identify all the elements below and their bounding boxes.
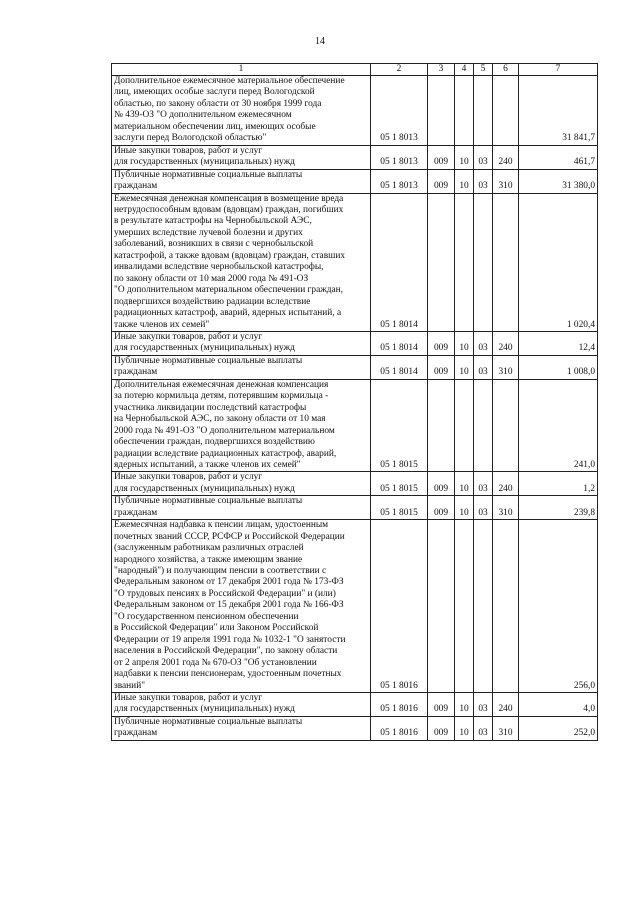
row-amount: 31 380,0 bbox=[519, 169, 598, 193]
row-amount: 252,0 bbox=[519, 716, 598, 740]
row-grbs: 009 bbox=[428, 331, 455, 355]
col-header-5: 5 bbox=[474, 64, 493, 76]
row-name: Публичные нормативные социальные выплаты гражданам bbox=[112, 496, 371, 520]
row-amount: 1,2 bbox=[519, 472, 598, 496]
table-row bbox=[112, 472, 598, 496]
row-amount: 31 841,7 bbox=[519, 76, 598, 146]
row-name: Иные закупки товаров, работ и услуг для государственных (муниципальных) нужд bbox=[112, 145, 371, 169]
page-number: 14 bbox=[315, 36, 325, 47]
table-row bbox=[112, 716, 598, 740]
row-section: 10 bbox=[455, 331, 474, 355]
row-subsection bbox=[474, 379, 493, 472]
row-subsection: 03 bbox=[474, 145, 493, 169]
row-name: Ежемесячная денежная компенсация в возмещение вреда нетрудоспособным вдовам (вдовцам) граждан, погибших в результате катастрофы на Чернобыльской АЭС, умерших вследствие лучевой болезни и других заболеваний, возникших в связи с чернобыльской катастрофой, а также вдовам (вдовцам) граждан, ставших инвалидами вследствие чернобыльской катастрофы, по закону области от 10 мая 2000 года № 491-ОЗ "О дополнительном материальном обеспечении граждан, подвергшихся воздействию радиации вследствие радиационных катастроф, аварий, ядерных испытаний, а также членов их семей" bbox=[112, 193, 371, 331]
row-amount: 256,0 bbox=[519, 520, 598, 693]
row-subsection: 03 bbox=[474, 472, 493, 496]
row-expense-type: 240 bbox=[493, 145, 519, 169]
table-row bbox=[112, 169, 598, 193]
table-row bbox=[112, 145, 598, 169]
row-target-code: 05 1 8013 bbox=[371, 76, 428, 146]
row-expense-type: 240 bbox=[493, 472, 519, 496]
row-target-code: 05 1 8015 bbox=[371, 496, 428, 520]
row-amount: 12,4 bbox=[519, 331, 598, 355]
col-header-3: 3 bbox=[428, 64, 455, 76]
row-name: Дополнительная ежемесячная денежная компенсация за потерю кормильца детям, потерявшим кормильца - участника ликвидации последствий катастрофы на Чернобыльской АЭС, по закону области от 10 мая 2000 года № 491-ОЗ "О дополнительном материальном обеспечении граждан, подвергшихся воздействию радиации вследствие радиационных катастроф, аварий, ядерных испытаний, а также членов их семей" bbox=[112, 379, 371, 472]
row-expense-type bbox=[493, 193, 519, 331]
row-subsection: 03 bbox=[474, 716, 493, 740]
row-name: Иные закупки товаров, работ и услуг для государственных (муниципальных) нужд bbox=[112, 472, 371, 496]
row-target-code: 05 1 8015 bbox=[371, 379, 428, 472]
row-subsection: 03 bbox=[474, 496, 493, 520]
row-expense-type bbox=[493, 520, 519, 693]
row-amount: 1 008,0 bbox=[519, 355, 598, 379]
row-section: 10 bbox=[455, 169, 474, 193]
table-row bbox=[112, 496, 598, 520]
col-header-2: 2 bbox=[371, 64, 428, 76]
row-name: Иные закупки товаров, работ и услуг для государственных (муниципальных) нужд bbox=[112, 693, 371, 717]
row-amount: 241,0 bbox=[519, 379, 598, 472]
row-expense-type: 240 bbox=[493, 693, 519, 717]
row-name: Ежемесячная надбавка к пенсии лицам, удостоенным почетных званий СССР, РСФСР и Российской Федерации (заслуженным работникам различных отраслей народного хозяйства, а также имеющим звание "народный") и получающим пенсии в соответствии с Федеральным законом от 17 декабря 2001 года № 173-ФЗ "О трудовых пенсиях в Российской Федерации" и (или) Федеральным законом от 15 декабря 2001 года № 166-ФЗ "О государственном пенсионном обеспечении в Российской Федерации" или Законом Российской Федерации от 19 апреля 1991 года № 1032-1 "О занятости населения в Российской Федерации", по закону области от 2 апреля 2001 года № 670-ОЗ "Об установлении надбавки к пенсии пенсионерам, удостоенным почетных званий" bbox=[112, 520, 371, 693]
row-grbs: 009 bbox=[428, 472, 455, 496]
row-name: Публичные нормативные социальные выплаты гражданам bbox=[112, 716, 371, 740]
row-section: 10 bbox=[455, 496, 474, 520]
row-name: Иные закупки товаров, работ и услуг для государственных (муниципальных) нужд bbox=[112, 331, 371, 355]
row-expense-type: 310 bbox=[493, 496, 519, 520]
row-subsection bbox=[474, 520, 493, 693]
row-section: 10 bbox=[455, 472, 474, 496]
row-expense-type bbox=[493, 76, 519, 146]
row-grbs bbox=[428, 76, 455, 146]
row-target-code: 05 1 8016 bbox=[371, 716, 428, 740]
row-expense-type bbox=[493, 379, 519, 472]
row-section: 10 bbox=[455, 693, 474, 717]
row-grbs bbox=[428, 520, 455, 693]
row-subsection bbox=[474, 193, 493, 331]
col-header-4: 4 bbox=[455, 64, 474, 76]
row-amount: 4,0 bbox=[519, 693, 598, 717]
table-row bbox=[112, 331, 598, 355]
row-section bbox=[455, 520, 474, 693]
row-subsection: 03 bbox=[474, 693, 493, 717]
col-header-7: 7 bbox=[519, 64, 598, 76]
col-header-6: 6 bbox=[493, 64, 519, 76]
row-subsection: 03 bbox=[474, 331, 493, 355]
row-amount: 461,7 bbox=[519, 145, 598, 169]
row-target-code: 05 1 8016 bbox=[371, 520, 428, 693]
row-section bbox=[455, 379, 474, 472]
table-row bbox=[112, 355, 598, 379]
row-grbs: 009 bbox=[428, 145, 455, 169]
col-header-1: 1 bbox=[112, 64, 371, 76]
row-target-code: 05 1 8014 bbox=[371, 355, 428, 379]
row-name: Публичные нормативные социальные выплаты гражданам bbox=[112, 169, 371, 193]
row-section bbox=[455, 193, 474, 331]
row-target-code: 05 1 8014 bbox=[371, 331, 428, 355]
budget-table bbox=[111, 63, 598, 741]
row-target-code: 05 1 8016 bbox=[371, 693, 428, 717]
row-expense-type: 310 bbox=[493, 169, 519, 193]
row-target-code: 05 1 8013 bbox=[371, 145, 428, 169]
row-subsection: 03 bbox=[474, 355, 493, 379]
row-grbs: 009 bbox=[428, 355, 455, 379]
table-row bbox=[112, 76, 598, 146]
row-grbs bbox=[428, 193, 455, 331]
row-grbs bbox=[428, 379, 455, 472]
table-row bbox=[112, 193, 598, 331]
row-target-code: 05 1 8014 bbox=[371, 193, 428, 331]
row-target-code: 05 1 8015 bbox=[371, 472, 428, 496]
row-amount: 239,8 bbox=[519, 496, 598, 520]
row-grbs: 009 bbox=[428, 716, 455, 740]
row-amount: 1 020,4 bbox=[519, 193, 598, 331]
row-section: 10 bbox=[455, 145, 474, 169]
row-section: 10 bbox=[455, 355, 474, 379]
row-grbs: 009 bbox=[428, 169, 455, 193]
row-section: 10 bbox=[455, 716, 474, 740]
row-grbs: 009 bbox=[428, 693, 455, 717]
header-row bbox=[112, 64, 598, 76]
row-grbs: 009 bbox=[428, 496, 455, 520]
row-expense-type: 310 bbox=[493, 355, 519, 379]
row-section bbox=[455, 76, 474, 146]
row-target-code: 05 1 8013 bbox=[371, 169, 428, 193]
table-row bbox=[112, 520, 598, 693]
row-expense-type: 310 bbox=[493, 716, 519, 740]
row-name: Публичные нормативные социальные выплаты гражданам bbox=[112, 355, 371, 379]
table-row bbox=[112, 693, 598, 717]
row-subsection: 03 bbox=[474, 169, 493, 193]
table-row bbox=[112, 379, 598, 472]
row-name: Дополнительное ежемесячное материальное обеспечение лиц, имеющих особые заслуги перед Вологодской областью, по закону области от 30 ноября 1999 года № 439-ОЗ "О дополнительном ежемесячном материальном обеспечении лиц, имеющих особые заслуги перед Вологодской областью" bbox=[112, 76, 371, 146]
row-subsection bbox=[474, 76, 493, 146]
row-expense-type: 240 bbox=[493, 331, 519, 355]
